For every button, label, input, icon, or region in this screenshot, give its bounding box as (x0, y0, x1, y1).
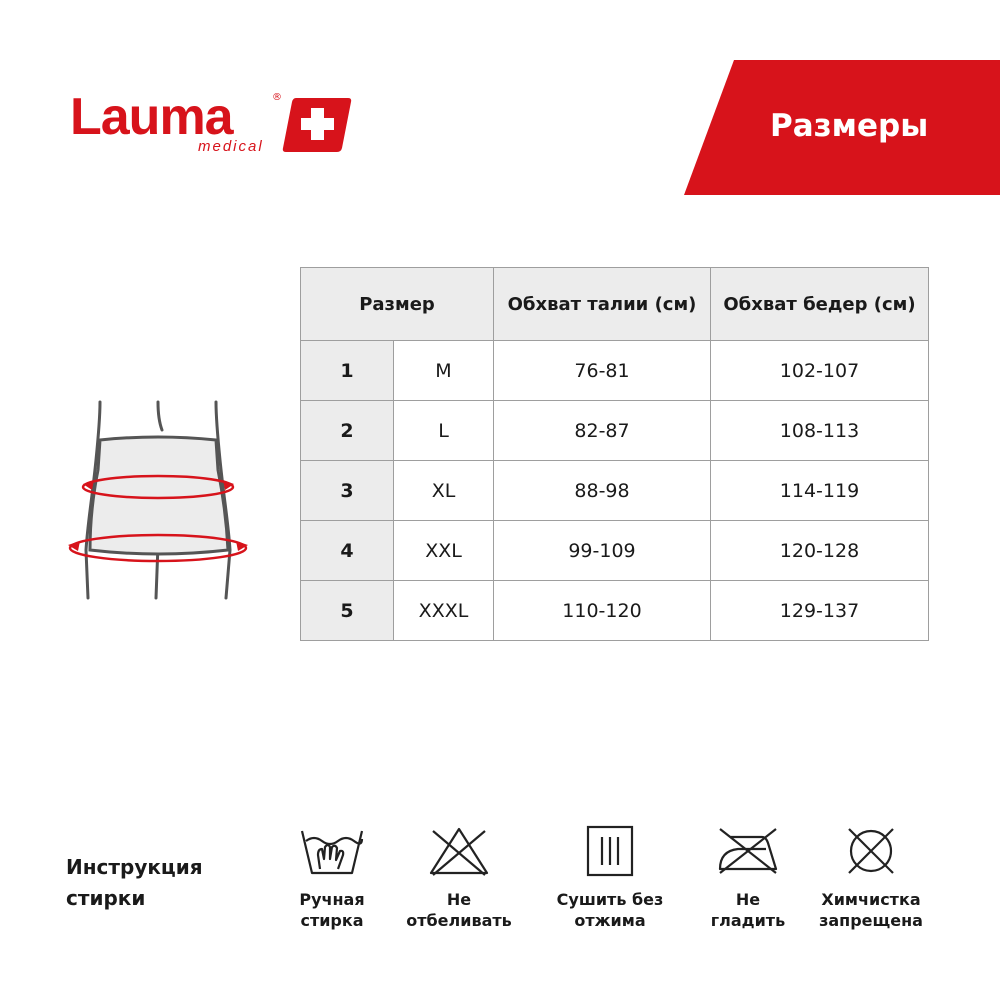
waist-value: 88-98 (494, 461, 711, 521)
waist-value: 99-109 (494, 521, 711, 581)
care-label-line2: запрещена (819, 911, 923, 930)
no-bleach-icon (427, 825, 491, 877)
table-header-row (301, 268, 929, 341)
row-number: 1 (301, 341, 394, 401)
table-row (301, 521, 929, 581)
care-label-line1: Не (446, 890, 472, 909)
care-instructions-title (66, 852, 236, 914)
drip-dry-icon (578, 825, 642, 877)
table-row (301, 581, 929, 641)
waist-hip-measure-illustration (58, 400, 248, 605)
header-waist: Обхват талии (см) (494, 268, 711, 341)
page-title: Размеры (770, 108, 929, 144)
hip-value: 129-137 (711, 581, 929, 641)
logo-wordmark: Lauma (70, 88, 233, 146)
care-title-line1: Инструкция (66, 855, 203, 879)
size-label: XXL (394, 521, 494, 581)
row-number: 4 (301, 521, 394, 581)
care-label-line2: отжима (574, 911, 646, 930)
size-table (300, 267, 929, 641)
waist-value: 82-87 (494, 401, 711, 461)
no-iron-icon (716, 825, 780, 877)
care-item-no-dryclean (806, 825, 936, 931)
hip-value: 108-113 (711, 401, 929, 461)
row-number: 5 (301, 581, 394, 641)
care-label-line2: стирка (300, 911, 364, 930)
table-row (301, 341, 929, 401)
care-label-line1: Не (735, 890, 761, 909)
hip-value: 114-119 (711, 461, 929, 521)
no-dryclean-icon (839, 825, 903, 877)
waist-value: 76-81 (494, 341, 711, 401)
medical-cross-icon (282, 94, 352, 154)
care-item-no-iron (683, 825, 813, 931)
size-label: XXXL (394, 581, 494, 641)
care-item-no-bleach (394, 825, 524, 931)
row-number: 3 (301, 461, 394, 521)
care-item-hand-wash (267, 825, 397, 931)
logo-subtitle: medical (198, 138, 264, 155)
header-size: Размер (301, 268, 494, 341)
header-hip: Обхват бедер (см) (711, 268, 929, 341)
waist-value: 110-120 (494, 581, 711, 641)
row-number: 2 (301, 401, 394, 461)
care-label-line1: Ручная (299, 890, 365, 909)
table-row (301, 461, 929, 521)
care-label-line1: Сушить без (556, 890, 664, 909)
table-row (301, 401, 929, 461)
care-item-drip-dry (545, 825, 675, 931)
hip-value: 120-128 (711, 521, 929, 581)
hip-value: 102-107 (711, 341, 929, 401)
size-label: L (394, 401, 494, 461)
care-label-line2: гладить (710, 911, 786, 930)
size-label: XL (394, 461, 494, 521)
care-label-line1: Химчистка (821, 890, 921, 909)
care-label-line2: отбеливать (406, 911, 512, 930)
logo-registered-mark: ® (272, 92, 282, 103)
care-title-line2: стирки (66, 886, 146, 910)
hand-wash-icon (300, 825, 364, 877)
size-label: M (394, 341, 494, 401)
brand-logo (70, 88, 360, 158)
